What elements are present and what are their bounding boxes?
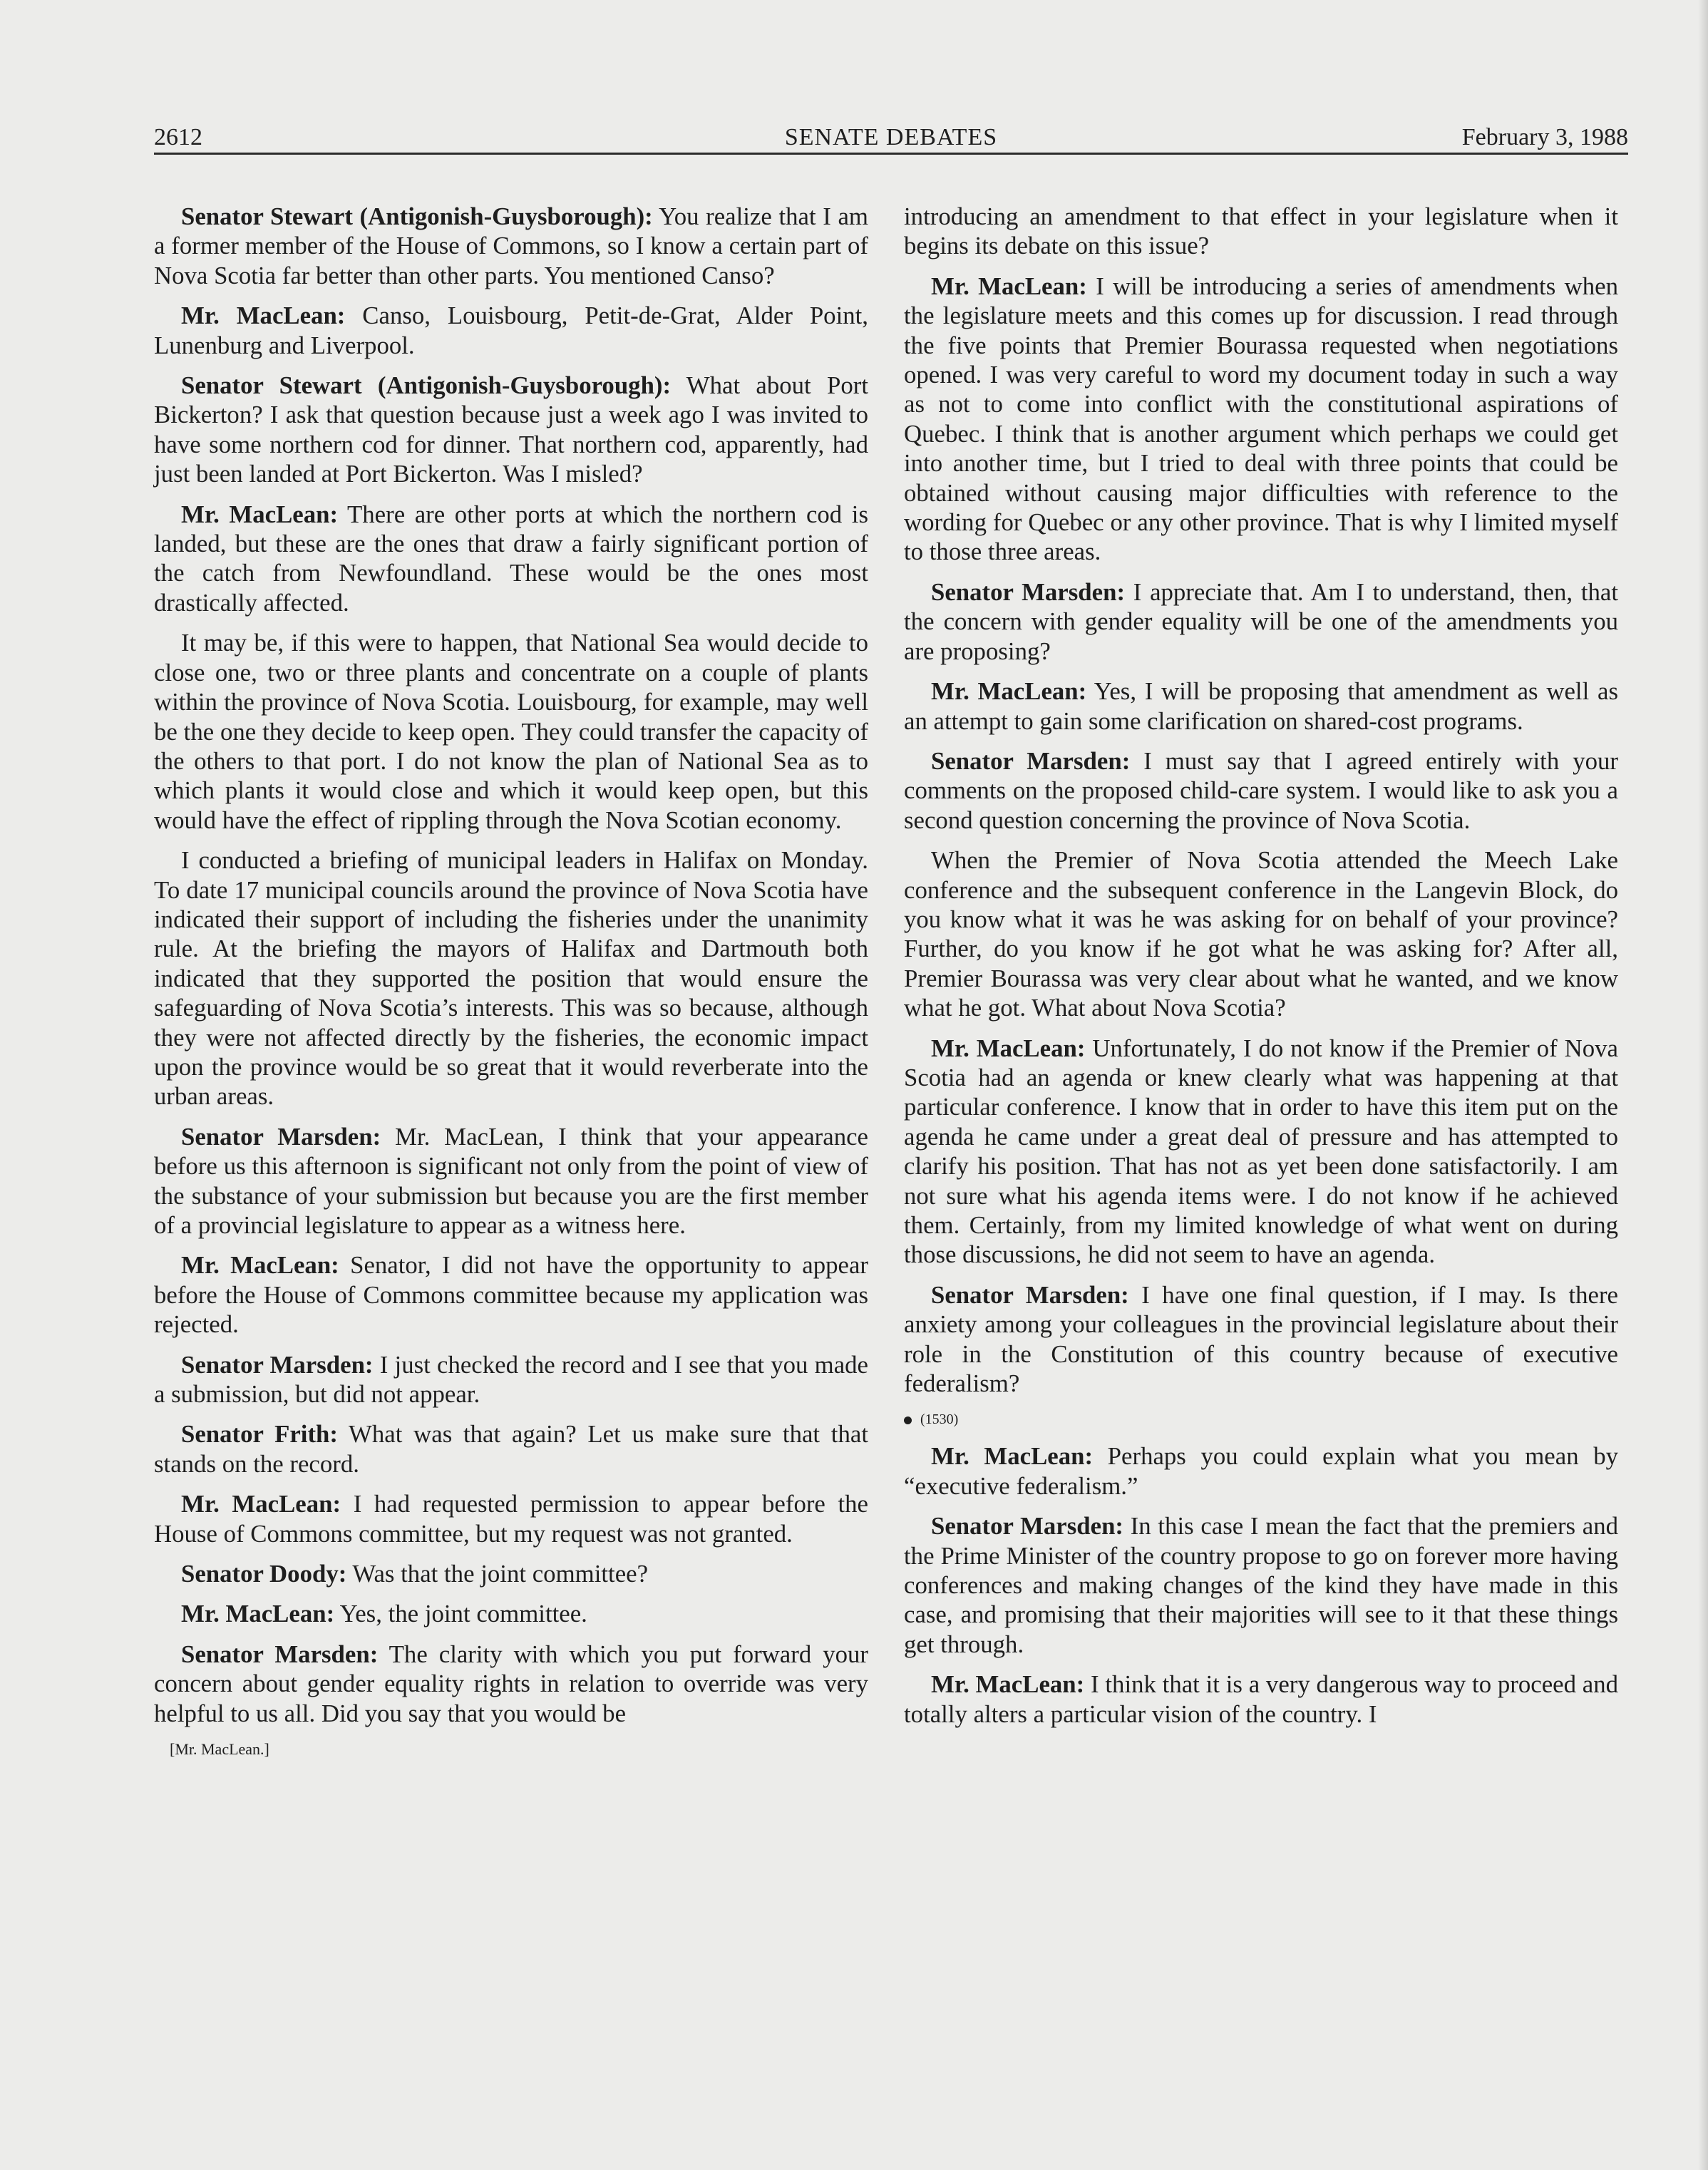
paragraph-text: I had requested permission to appear before the House of Commons committee, but my request was not granted.	[154, 1490, 869, 1548]
paragraph-text: Mr. MacLean, I think that your appearance before us this afternoon is significant not only from the point of view of the substance of your submission but because you are the first member of a provincial legislature to appear as a witness here.	[154, 1122, 868, 1239]
paragraph-text: Yes, the joint committee.	[334, 1600, 587, 1628]
speaker-name: Mr. MacLean:	[931, 1442, 1094, 1471]
paragraph-text: There are other ports at which the northern cod is landed, but these are the ones that draw a fairly significant portion of the catch from Newfoundland. These would be the ones most drastically affected.	[154, 500, 868, 617]
debate-paragraph	[154, 1350, 868, 1409]
debate-paragraph	[904, 677, 1618, 736]
debate-paragraph	[904, 1441, 1618, 1501]
page-edge-shadow	[1698, 0, 1708, 2170]
speaker-name: Mr. MacLean:	[931, 272, 1087, 300]
paragraph-text: I appreciate that. Am I to understand, then, that the concern with gender equality will be one of the amendments you are proposing?	[904, 577, 1619, 665]
speaker-name: Mr. MacLean:	[181, 1600, 335, 1628]
speaker-name: Mr. MacLean:	[931, 1034, 1086, 1062]
speaker-name: Mr. MacLean:	[931, 677, 1087, 706]
speaker-name: Senator Marsden:	[181, 1122, 381, 1151]
page-header	[154, 121, 1628, 154]
speaker-name: Senator Frith:	[181, 1420, 338, 1449]
paragraph-text: I will be introducing a series of amendments when the legislature meets and this comes up for discussion. I read through the five points that Premier Bourassa requested when negotiations opened. I was very careful to word my document today in such a way as not to come into conflict with the constitutional aspirations of Quebec. I think that is another argument which perhaps we could get into another time, but I tried to deal with three points that could be obtained without causing major difficulties with reference to the wording for Quebec or any other province. That is why I limited myself to those three areas.	[904, 272, 1619, 566]
speaker-name: Senator Marsden:	[931, 577, 1126, 606]
paragraph-text: Canso, Louisbourg, Petit-de-Grat, Alder Point, Lunenburg and Liverpool.	[154, 302, 868, 359]
speaker-name: Senator Marsden:	[931, 1512, 1124, 1541]
bullet-icon	[904, 1416, 912, 1424]
publication-date: February 3, 1988	[1461, 124, 1628, 150]
debate-paragraph	[154, 628, 868, 835]
paragraph-text: What about Port Bickerton? I ask that question because just a week ago I was invited to have some northern cod for dinner. That northern cod, apparently, had just been landed at Port Bickerton. Was I misled?	[154, 371, 868, 488]
paragraph-text: introducing an amendment to that effect in your legislature when it begins its debate on this issue?	[904, 202, 1618, 260]
paragraph-text: Unfortunately, I do not know if the Premier of Nova Scotia had an agenda or knew clearly what was happening at that particular conference. I know that in order to have this item put on the agenda he came under a great deal of pressure and has attempted to clarify his position. That has not as yet been done satisfactorily. I am not sure what his agenda items were. I do not know if he achieved them. Certainly, from my limited knowledge of what went on during those discussions, he did not seem to have an agenda.	[904, 1034, 1618, 1269]
paragraph-text: You realize that I am a former member of the House of Commons, so I know a certain part of Nova Scotia far better than other parts. You mentioned Canso?	[154, 202, 868, 289]
publication-title: SENATE DEBATES	[784, 124, 998, 150]
debate-paragraph	[904, 1670, 1618, 1729]
paragraph-text: Perhaps you could explain what you mean by “executive federalism.”	[904, 1442, 1618, 1500]
paragraph-text: Yes, I will be proposing that amendment as well as an attempt to gain some clarification on shared-cost programs.	[904, 677, 1619, 735]
paragraph-text: What was that again? Let us make sure that that stands on the record.	[154, 1420, 868, 1478]
left-paragraphs	[154, 202, 868, 1728]
speaker-name: Senator Marsden:	[931, 1280, 1129, 1309]
debate-paragraph	[154, 1419, 868, 1479]
paragraph-text: I conducted a briefing of municipal leaders in Halifax on Monday. To date 17 municipal councils around the province of Nova Scotia have indicated their support of including the fisheries under the unanimity rule. At the briefing the mayors of Halifax and Dartmouth both indicated that they supported the position that would ensure the safeguarding of Nova Scotia’s interests. This was so because, although they were not affected directly by the fisheries, the economic impact upon the province would be so great that it would reverberate into the urban areas.	[154, 846, 868, 1111]
debate-paragraph	[904, 272, 1618, 567]
speaker-name: Mr. MacLean:	[181, 302, 346, 330]
debate-paragraph	[904, 746, 1618, 835]
speaker-name: Senator Marsden:	[181, 1350, 374, 1379]
debate-paragraph	[154, 1599, 868, 1628]
speaker-name: Senator Stewart (Antigonish-Guysborough):	[181, 202, 653, 230]
right-paragraphs-top	[904, 202, 1618, 1398]
debate-paragraph	[154, 1559, 868, 1588]
right-paragraphs-bottom	[904, 1441, 1618, 1729]
debate-paragraph	[154, 371, 868, 489]
debate-paragraph	[154, 1250, 868, 1339]
speaker-name: Senator Marsden:	[181, 1640, 379, 1668]
paragraph-text: The clarity with which you put forward your concern about gender equality rights in relation to override was very helpful to us all. Did you say that you would be	[154, 1640, 869, 1727]
left-column	[154, 202, 868, 1760]
debate-paragraph	[154, 301, 868, 360]
paragraph-text: Senator, I did not have the opportunity to appear before the House of Commons committee because my application was rejected.	[154, 1251, 868, 1339]
debate-paragraph	[154, 1640, 868, 1728]
paragraph-text: I think that it is a very dangerous way to proceed and totally alters a particular vision of the country. I	[904, 1670, 1618, 1728]
debate-paragraph	[904, 202, 1618, 261]
debate-paragraph	[154, 202, 868, 290]
paragraph-text: I must say that I agreed entirely with your comments on the proposed child-care system. I would like to ask you a second question concerning the province of Nova Scotia.	[904, 746, 1618, 834]
debate-paragraph	[904, 1280, 1618, 1399]
page-number: 2612	[154, 124, 202, 150]
header-rule	[154, 153, 1628, 155]
debate-paragraph	[154, 1122, 868, 1240]
right-column	[904, 202, 1618, 1739]
debate-paragraph	[154, 500, 868, 618]
paragraph-text: It may be, if this were to happen, that National Sea would decide to close one, two or three plants and concentrate on a couple of plants within the province of Nova Scotia. Louisbourg, for example, may well be the one they decide to keep open. They could transfer the capacity of the others to that port. I do not know the plan of National Sea as to which plants it would close and which it would keep open, but this would have the effect of rippling through the Nova Scotian economy.	[154, 629, 868, 834]
paragraph-text: When the Premier of Nova Scotia attended the Meech Lake conference and the subsequent conference in the Langevin Block, do you know what it was he was asking for on behalf of your province? Further, do you know if he got what he was asking for? After all, Premier Bourassa was very clear about what he wanted, and we know what he got. What about Nova Scotia?	[904, 846, 1618, 1022]
debate-paragraph	[904, 1511, 1618, 1659]
speaker-name: Senator Doody:	[181, 1560, 347, 1588]
speaker-name: Mr. MacLean:	[931, 1670, 1085, 1699]
speaker-name: Mr. MacLean:	[181, 1490, 341, 1518]
debate-paragraph	[154, 845, 868, 1111]
paragraph-text: Was that the joint committee?	[346, 1560, 649, 1588]
debate-paragraph	[904, 577, 1618, 666]
speaker-name: Senator Marsden:	[931, 746, 1131, 775]
debate-paragraph	[154, 1489, 868, 1548]
speaker-name: Senator Stewart (Antigonish-Guysborough):	[181, 371, 672, 400]
column-footer-note: [Mr. MacLean.]	[170, 1740, 269, 1759]
paragraph-text: In this case I mean the fact that the premiers and the Prime Minister of the country propose to go on forever more having conferences and making changes of the kind they have made in this case, and promising that their majorities will see to it that these things get through.	[904, 1512, 1619, 1658]
debate-paragraph	[904, 1034, 1618, 1270]
paragraph-text: I have one final question, if I may. Is there anxiety among your colleagues in the provincial legislature about their role in the Constitution of this country because of executive federalism?	[904, 1280, 1618, 1398]
time-marker-text: (1530)	[920, 1411, 959, 1428]
debate-paragraph	[904, 845, 1618, 1022]
speaker-name: Mr. MacLean:	[181, 1251, 339, 1280]
speaker-name: Mr. MacLean:	[181, 500, 339, 528]
time-marker	[904, 1409, 1618, 1430]
paragraph-text: I just checked the record and I see that you made a submission, but did not appear.	[154, 1350, 869, 1409]
